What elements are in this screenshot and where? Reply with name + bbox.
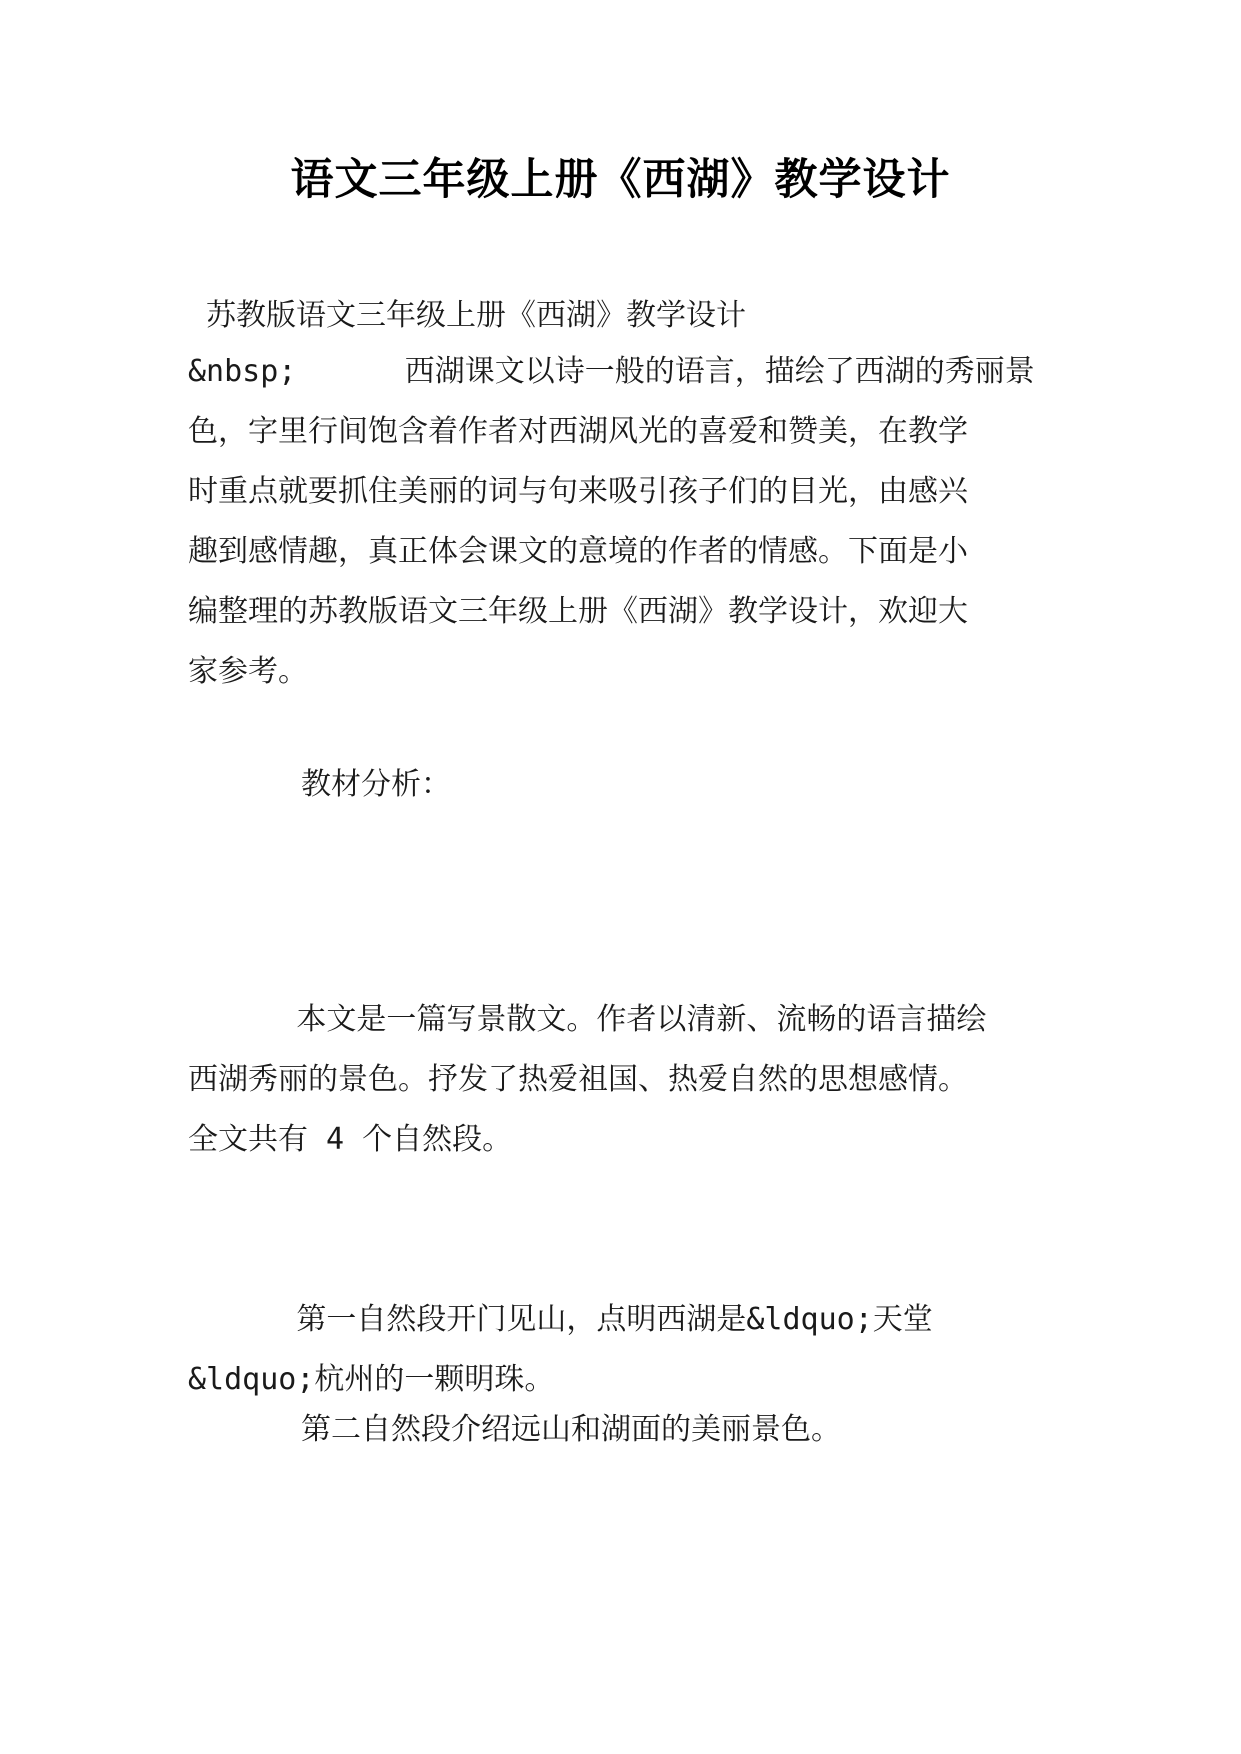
body-paragraph: 本文是一篇写景散文。作者以清新、流畅的语言描绘 西湖秀丽的景色。抒发了热爱祖国、热爱自然的思想感情。 全文共有 4 个自然段。 (188, 1002, 987, 1157)
body-paragraph: 第一自然段开门见山，点明西湖是&ldquo;天堂 &ldquo;杭州的一颗明珠。 (188, 1302, 933, 1397)
body-paragraph: 第二自然段介绍远山和湖面的美丽景色。 (301, 1412, 841, 1447)
document-title: 语文三年级上册《西湖》教学设计 (290, 155, 951, 205)
intro-paragraph: &nbsp; 西湖课文以诗一般的语言，描绘了西湖的秀丽景 色，字里行间饱含着作者对西湖风光的喜爱和赞美，在教学 时重点就要抓住美丽的词与句来吸引孩子们的目光，由感兴 趣到感情趣，真正体会课文的意境的作者的情感。下面是小 编整理的苏教版语文三年级上册《西湖》教学设计，欢迎大 家参考。 (188, 354, 1035, 689)
section-heading-analysis: 教材分析： (301, 767, 451, 802)
document-subtitle: 苏教版语文三年级上册《西湖》教学设计 (206, 298, 746, 333)
